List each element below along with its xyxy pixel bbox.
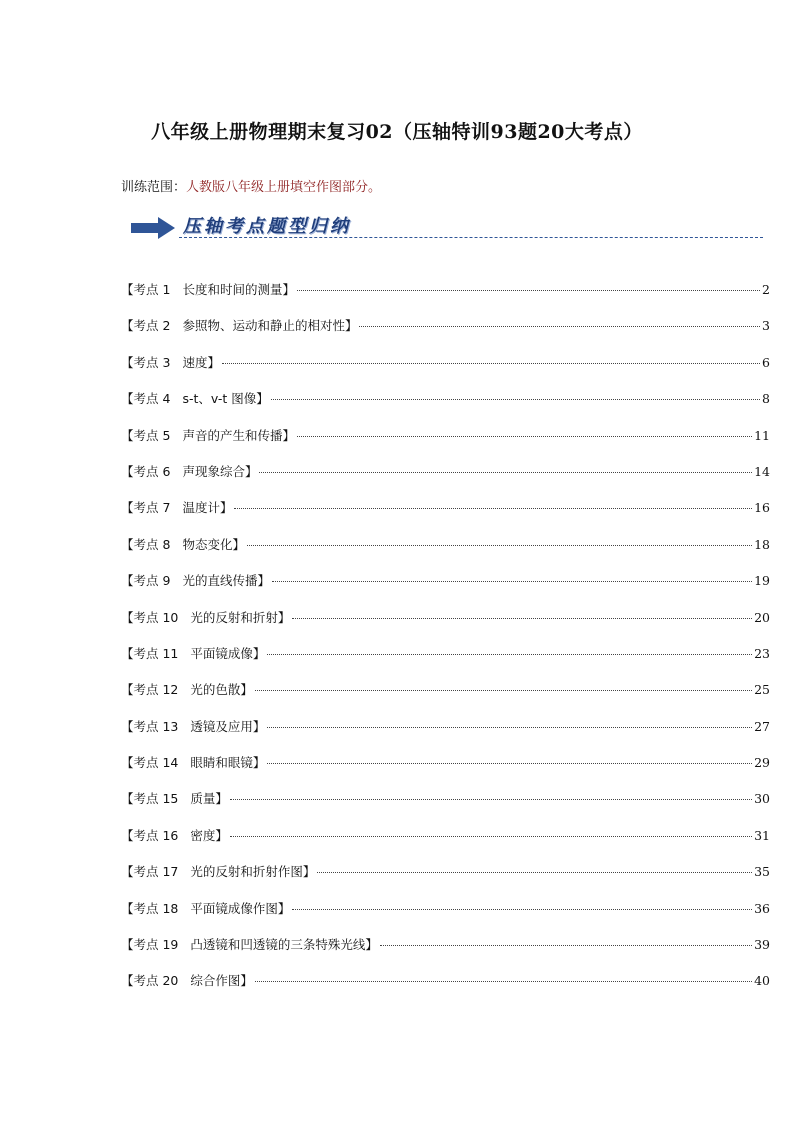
- toc-item-page: 36: [754, 900, 770, 916]
- toc-item-label: [121, 789, 228, 807]
- toc-item-label: [121, 608, 290, 626]
- toc-item[interactable]: [121, 680, 770, 716]
- toc-item-number: 【考点 17: [121, 864, 179, 880]
- toc-item-page: 40: [754, 973, 770, 989]
- banner-title: 压轴考点题型归纳: [183, 216, 351, 237]
- training-range-value: 人教版八年级上册填空作图部分。: [186, 180, 382, 195]
- toc-item-label: [121, 498, 232, 516]
- toc-item-page: 31: [754, 827, 770, 843]
- toc-item-label: [121, 426, 295, 444]
- toc-item[interactable]: [121, 935, 770, 971]
- toc-item-label: [121, 280, 295, 298]
- toc-item-number: 【考点 5: [121, 427, 171, 443]
- toc-item-page: 18: [754, 536, 770, 552]
- toc-item[interactable]: [121, 862, 770, 898]
- toc-item[interactable]: [121, 389, 770, 425]
- toc-item-label: [121, 535, 245, 553]
- toc-item-page: 35: [754, 864, 770, 880]
- toc-item-label: [121, 753, 265, 771]
- toc-item[interactable]: [121, 316, 770, 352]
- toc-leader-dots: [272, 581, 752, 582]
- toc-leader-dots: [247, 545, 752, 546]
- toc-item[interactable]: [121, 826, 770, 862]
- toc-leader-dots: [255, 981, 752, 982]
- toc-item[interactable]: [121, 498, 770, 534]
- toc-item-title: 声现象综合】: [182, 463, 258, 479]
- toc-item-number: 【考点 13: [121, 718, 179, 734]
- toc-item-page: 39: [754, 937, 770, 953]
- toc-item-page: 16: [754, 500, 770, 516]
- toc-item-number: 【考点 8: [121, 536, 171, 552]
- toc-item-number: 【考点 20: [121, 973, 179, 989]
- toc-item-title: 光的反射和折射】: [190, 609, 291, 625]
- toc-item-label: [121, 353, 220, 371]
- toc-item-page: 30: [754, 791, 770, 807]
- toc-item-number: 【考点 18: [121, 900, 179, 916]
- toc-item-title: 声音的产生和传播】: [182, 427, 295, 443]
- toc-item-number: 【考点 14: [121, 755, 179, 771]
- toc-item[interactable]: [121, 608, 770, 644]
- toc-item-page: 25: [754, 682, 770, 698]
- toc-item[interactable]: [121, 899, 770, 935]
- toc-leader-dots: [292, 909, 752, 910]
- toc-item-label: [121, 462, 257, 480]
- toc-leader-dots: [222, 363, 760, 364]
- toc-item-number: 【考点 16: [121, 827, 179, 843]
- toc-item-page: 29: [754, 755, 770, 771]
- toc-item-title: 眼睛和眼镜】: [190, 755, 266, 771]
- toc-leader-dots: [267, 763, 752, 764]
- toc-item-number: 【考点 2: [121, 318, 171, 334]
- toc-item[interactable]: [121, 753, 770, 789]
- toc-item-title: 参照物、运动和静止的相对性】: [182, 318, 358, 334]
- toc-item-title: 速度】: [182, 354, 220, 370]
- training-range-label: 训练范围：: [121, 180, 187, 195]
- toc-leader-dots: [259, 472, 752, 473]
- toc-item-page: 19: [754, 573, 770, 589]
- toc-item-page: 6: [762, 354, 770, 370]
- toc-leader-dots: [297, 290, 760, 291]
- toc-item-page: 14: [754, 463, 770, 479]
- toc-leader-dots: [230, 799, 752, 800]
- toc-item-title: 平面镜成像作图】: [190, 900, 291, 916]
- toc-item-page: 27: [754, 718, 770, 734]
- toc-item-number: 【考点 6: [121, 463, 171, 479]
- toc-item-page: 23: [754, 645, 770, 661]
- toc-item-title: 温度计】: [182, 500, 233, 516]
- toc-item-number: 【考点 12: [121, 682, 179, 698]
- toc-item-number: 【考点 7: [121, 500, 171, 516]
- toc-leader-dots: [230, 836, 752, 837]
- toc-item-number: 【考点 9: [121, 573, 171, 589]
- toc-item-page: 20: [754, 609, 770, 625]
- toc-leader-dots: [267, 654, 752, 655]
- toc-item-label: [121, 316, 357, 334]
- toc-item-number: 【考点 15: [121, 791, 179, 807]
- toc-item-number: 【考点 19: [121, 937, 179, 953]
- toc-item-title: 光的反射和折射作图】: [190, 864, 316, 880]
- toc-leader-dots: [234, 508, 752, 509]
- toc-item-page: 8: [762, 391, 770, 407]
- toc-item-label: [121, 644, 265, 662]
- toc-leader-dots: [292, 618, 752, 619]
- toc-item-page: 11: [754, 427, 770, 443]
- toc-item[interactable]: [121, 789, 770, 825]
- toc-item-label: [121, 935, 378, 953]
- toc-leader-dots: [255, 690, 752, 691]
- toc-item[interactable]: [121, 717, 770, 753]
- toc-leader-dots: [271, 399, 760, 400]
- banner-divider: [179, 237, 763, 238]
- toc-item-label: [121, 571, 270, 589]
- toc-item[interactable]: [121, 353, 770, 389]
- toc-item-label: [121, 971, 253, 989]
- toc-item-page: 2: [762, 282, 770, 297]
- toc-item[interactable]: [121, 535, 770, 571]
- toc-item-title: s-t、v-t 图像】: [182, 391, 269, 407]
- toc-item-number: 【考点 1: [121, 282, 171, 297]
- toc-item-title: 透镜及应用】: [190, 718, 266, 734]
- toc-item-label: [121, 389, 269, 407]
- toc-item[interactable]: [121, 280, 770, 316]
- document-title: 八年级上册物理期末复习02（压轴特训93题20大考点）: [151, 121, 643, 143]
- toc-item-label: [121, 899, 290, 917]
- toc-item-title: 质量】: [190, 791, 228, 807]
- toc-item[interactable]: [121, 426, 770, 462]
- section-banner: [131, 210, 763, 242]
- toc-item-title: 凸透镜和凹透镜的三条特殊光线】: [190, 937, 378, 953]
- toc-item-title: 综合作图】: [190, 973, 253, 989]
- toc-leader-dots: [267, 727, 752, 728]
- toc-item[interactable]: [121, 644, 770, 680]
- toc-item[interactable]: [121, 462, 770, 498]
- toc-item[interactable]: [121, 571, 770, 607]
- toc-item-title: 光的色散】: [190, 682, 253, 698]
- toc-item-label: [121, 862, 315, 880]
- toc-item-number: 【考点 4: [121, 391, 171, 407]
- toc-item-title: 密度】: [190, 827, 228, 843]
- toc-leader-dots: [297, 436, 752, 437]
- toc-leader-dots: [317, 872, 752, 873]
- toc-item-title: 长度和时间的测量】: [182, 282, 295, 297]
- toc-item-number: 【考点 10: [121, 609, 179, 625]
- toc-item-label: [121, 680, 253, 698]
- toc-item-title: 物态变化】: [182, 536, 245, 552]
- toc-item-number: 【考点 11: [121, 645, 179, 661]
- toc-item[interactable]: [121, 971, 770, 1007]
- toc-leader-dots: [380, 945, 752, 946]
- table-of-contents: [121, 280, 770, 1008]
- toc-item-label: [121, 826, 228, 844]
- toc-item-number: 【考点 3: [121, 354, 171, 370]
- arrow-right-icon: [131, 217, 175, 239]
- toc-item-label: [121, 717, 265, 735]
- training-range: [121, 176, 381, 195]
- toc-item-title: 光的直线传播】: [182, 573, 270, 589]
- toc-item-title: 平面镜成像】: [190, 645, 266, 661]
- toc-item-page: 3: [762, 318, 770, 334]
- toc-leader-dots: [359, 326, 760, 327]
